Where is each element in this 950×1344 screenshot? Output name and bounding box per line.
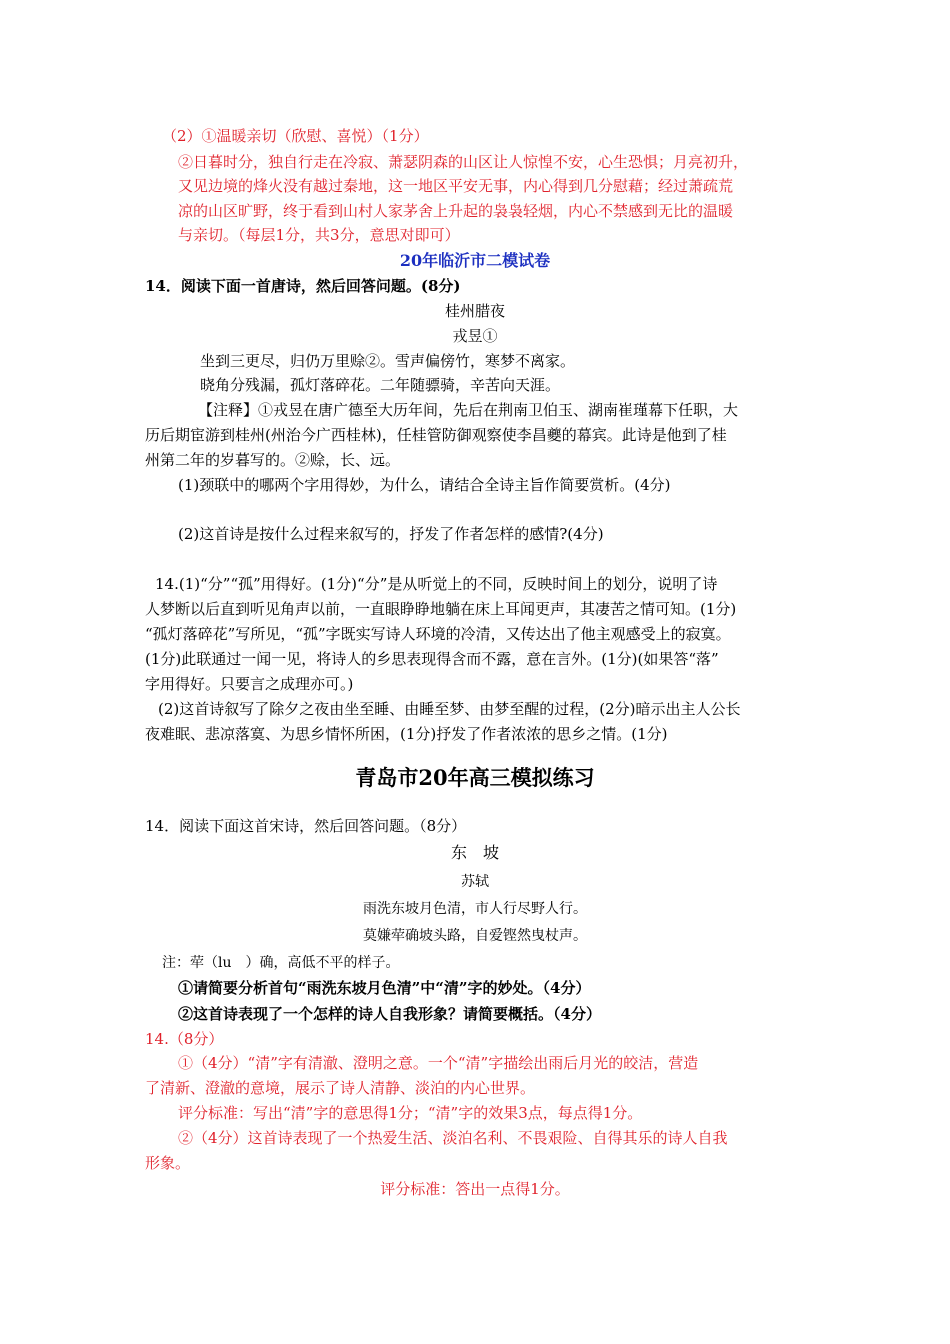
answer-line: 评分标准：写出“清”字的意思得1分；“清”字的效果3点，每点得1分。 [178, 1104, 643, 1122]
answer-line: 人梦断以后直到听见角声以前，一直眼睁睁地躺在床上耳闻更声，其凄苦之情可知。(1分) [145, 600, 737, 618]
answer-heading: 14.（8分） [145, 1030, 224, 1048]
note-line: 【注释】①戎昱在唐广德至大历年间，先后在荆南卫伯玉、湖南崔瑾幕下任职，大 [198, 401, 739, 419]
poem-line: 坐到三更尽，归仍万里赊②。雪声偏傍竹，寒梦不离家。 [200, 352, 576, 370]
answer-line: ②日暮时分，独自行走在冷寂、萧瑟阴森的山区让人惊惶不安，心生恐惧；月亮初升， [178, 153, 749, 171]
poem-author: 苏轼 [461, 874, 489, 890]
answer-line: 又见边境的烽火没有越过秦地，这一地区平安无事，内心得到几分慰藉；经过萧疏荒 [178, 177, 734, 195]
note-line: 注：荦（lu ）确，高低不平的样子。 [162, 955, 400, 971]
answer-line: （2）①温暖亲切（欣慰、喜悦）（1分） [162, 127, 429, 145]
answer-line: 夜难眠、悲凉落寞、为思乡情怀所困，(1分)抒发了作者浓浓的思乡之情。(1分) [145, 725, 668, 743]
answer-line: 形象。 [145, 1154, 191, 1172]
section-heading: 20年临沂市二模试卷 [399, 251, 551, 270]
question-prompt: 14．阅读下面这首宋诗，然后回答问题。（8分） [145, 817, 467, 835]
answer-line: ②（4分）这首诗表现了一个热爱生活、淡泊名利、不畏艰险、自得其乐的诗人自我 [178, 1129, 728, 1147]
answer-line: 字用得好。只要言之成理亦可。) [145, 675, 354, 693]
sub-question: (1)颈联中的哪两个字用得妙，为什么，请结合全诗主旨作简要赏析。(4分) [178, 476, 671, 494]
note-line: 州第二年的岁暮写的。②赊，长、远。 [145, 451, 401, 469]
answer-line: “孤灯落碎花”写所见，“孤”字既实写诗人环境的冷清，又传达出了他主观感受上的寂寞。 [145, 625, 731, 643]
section-heading: 青岛市20年高三模拟练习 [355, 765, 595, 790]
answer-line: 凉的山区旷野，终于看到山村人家茅舍上升起的袅袅轻烟，内心不禁感到无比的温暖 [178, 202, 734, 220]
answer-line: 评分标准：答出一点得1分。 [380, 1180, 570, 1198]
poem-line: 莫嫌荦确坡头路，自爱铿然曳杖声。 [363, 928, 587, 944]
sub-question: ②这首诗表现了一个怎样的诗人自我形象？请简要概括。（4分） [178, 1005, 601, 1023]
question-prompt: 14．阅读下面一首唐诗，然后回答问题。(8分) [145, 277, 461, 295]
sub-question: (2)这首诗是按什么过程来叙写的，抒发了作者怎样的感情?(4分) [178, 525, 604, 543]
poem-author: 戎昱① [452, 327, 498, 345]
poem-title: 东 坡 [450, 843, 499, 862]
answer-line: (1分)此联通过一闻一见，将诗人的乡思表现得含而不露，意在言外。(1分)(如果答“落” [145, 650, 719, 668]
answer-line: (2)这首诗叙写了除夕之夜由坐至睡、由睡至梦、由梦至醒的过程，(2分)暗示出主人公长 [158, 700, 741, 718]
answer-line: 14.(1)“分”“孤”用得好。(1分)“分”是从听觉上的不同，反映时间上的划分，说明了诗 [155, 575, 718, 593]
answer-line: ①（4分）“清”字有清澈、澄明之意。一个“清”字描绘出雨后月光的皎洁，营造 [178, 1054, 699, 1072]
answer-line: 与亲切。（每层1分，共3分，意思对即可） [178, 226, 460, 244]
sub-question: ①请简要分析首句“雨洗东坡月色清”中“清”字的妙处。（4分） [178, 979, 591, 997]
poem-line: 雨洗东坡月色清，市人行尽野人行。 [363, 901, 587, 917]
note-line: 历后期宦游到桂州(州治今广西桂林)，任桂管防御观察使李昌夔的幕宾。此诗是他到了桂 [145, 426, 727, 444]
poem-line: 晓角分残漏，孤灯落碎花。二年随骠骑，辛苦向天涯。 [200, 376, 561, 394]
answer-line: 了清新、澄澈的意境，展示了诗人清静、淡泊的内心世界。 [145, 1079, 536, 1097]
poem-title: 桂州腊夜 [444, 302, 505, 320]
